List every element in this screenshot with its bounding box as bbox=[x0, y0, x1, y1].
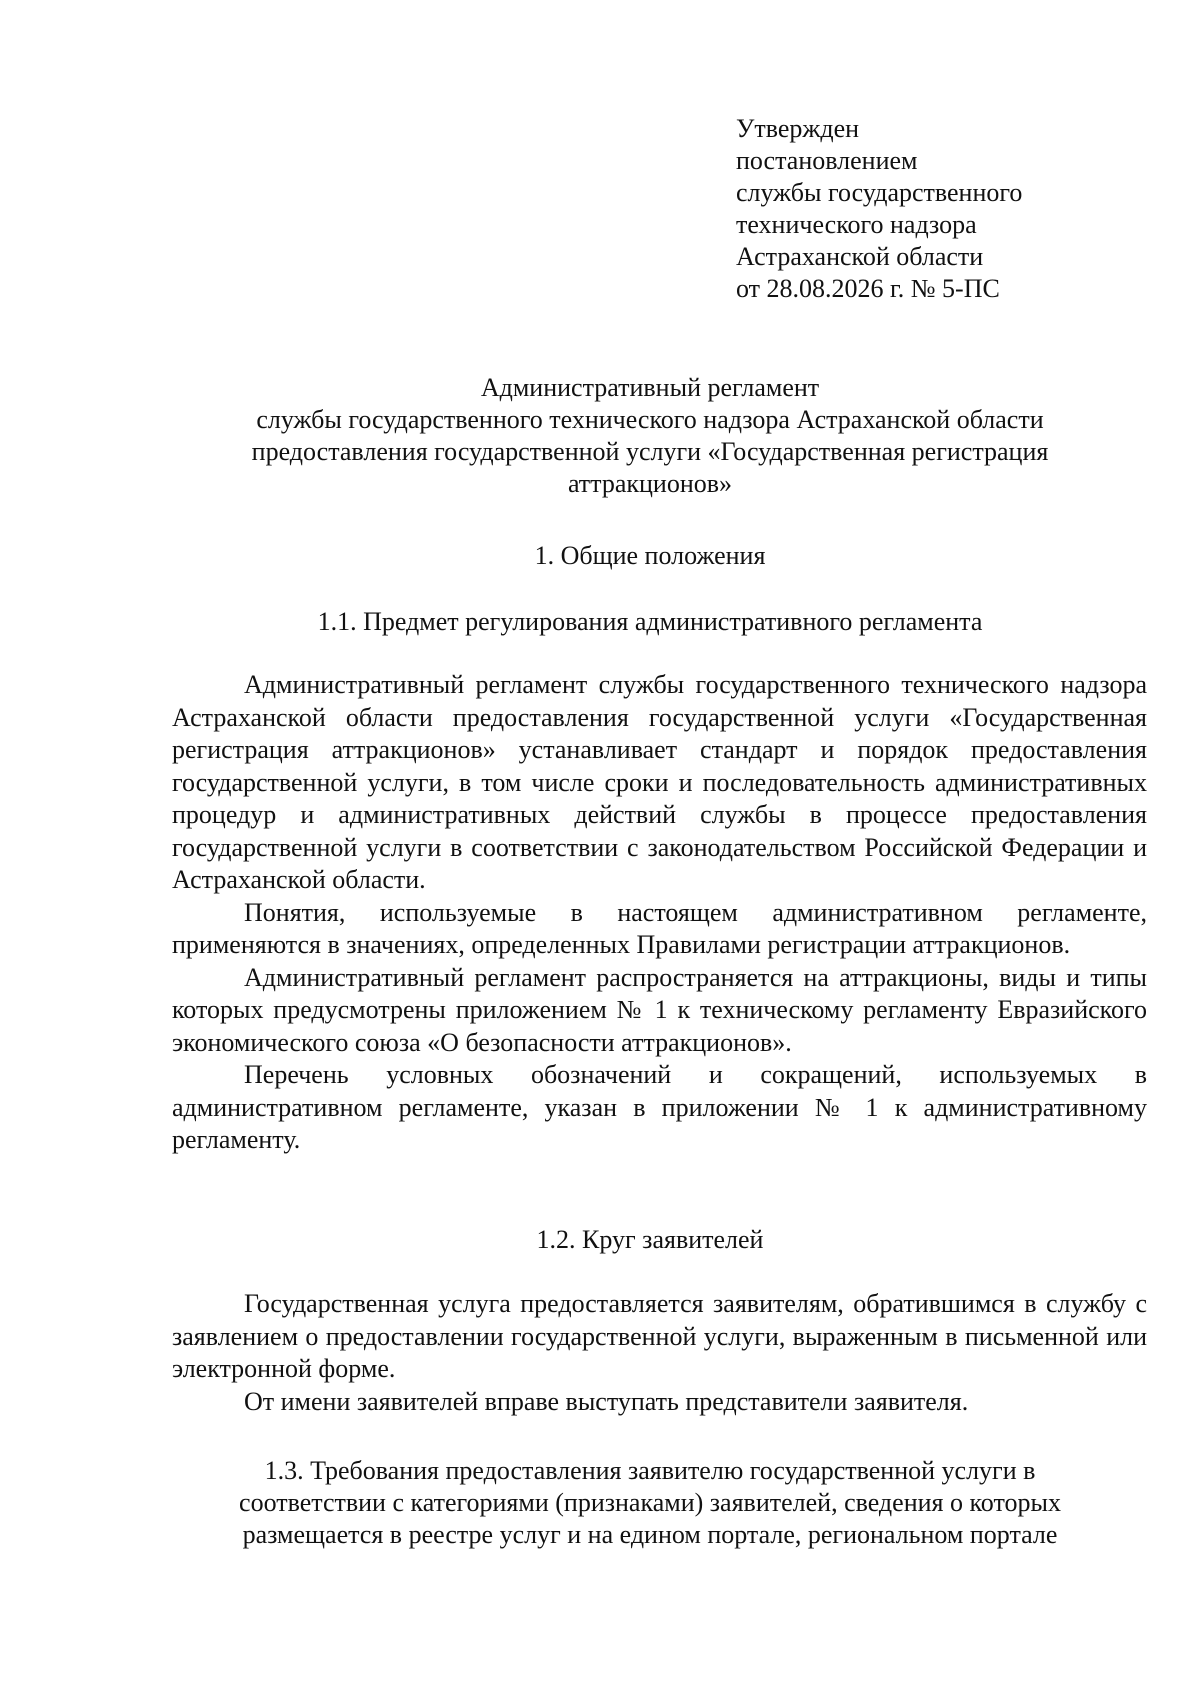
paragraph: Административный регламент службы государственного технического надзора Астраханской области предоставления государственной услуги «Государственная регистрация аттракционов» устанавливает стандарт и порядок предоставления государственной услуги, в том числе сроки и последовательность административных процедур и административных действий службы в процессе предоставления государственной услуги в соответствии с законодательством Российской Федерации и Астраханской области. bbox=[172, 670, 1147, 894]
approval-line: от 28.08.2026 г. № 5-ПС bbox=[736, 274, 1000, 303]
subsection-body bbox=[172, 1288, 1147, 1418]
document-title bbox=[150, 372, 1150, 500]
approval-line: Астраханской области bbox=[736, 242, 984, 271]
paragraph: От имени заявителей вправе выступать представители заявителя. bbox=[244, 1386, 969, 1416]
subsection-heading: 1.1. Предмет регулирования административного регламента bbox=[317, 607, 983, 636]
paragraph: Перечень условных обозначений и сокращений, используемых в административном регламенте, указан в приложении № 1 к административному регламенту. bbox=[172, 1060, 1147, 1154]
approval-line: постановлением bbox=[736, 146, 918, 175]
title-line: аттракционов» bbox=[567, 469, 733, 498]
title-line: Административный регламент bbox=[480, 373, 820, 402]
approval-line: технического надзора bbox=[736, 210, 977, 239]
heading-line: размещается в реестре услуг и на едином портале, региональном портале bbox=[242, 1520, 1058, 1549]
subsection-heading: 1.2. Круг заявителей bbox=[536, 1225, 764, 1254]
approval-line: службы государственного bbox=[736, 178, 1023, 207]
approval-line: Утвержден bbox=[736, 114, 860, 143]
subsection-body bbox=[172, 669, 1147, 1157]
section-heading: 1. Общие положения bbox=[534, 541, 766, 570]
paragraph: Административный регламент распространяется на аттракционы, виды и типы которых предусмотрены приложением № 1 к техническому регламенту Евразийского экономического союза «О безопасности аттракционов». bbox=[172, 962, 1147, 1057]
approval-stamp bbox=[736, 113, 1136, 305]
heading-line: 1.3. Требования предоставления заявителю государственной услуги в bbox=[264, 1456, 1036, 1485]
paragraph: Понятия, используемые в настоящем административном регламенте, применяются в значениях, определенных Правилами регистрации аттракционов. bbox=[172, 897, 1147, 959]
title-line: службы государственного технического надзора Астраханской области bbox=[256, 405, 1044, 434]
heading-line: соответствии с категориями (признаками) заявителей, сведения о которых bbox=[239, 1488, 1061, 1517]
subsection-heading bbox=[150, 1455, 1150, 1551]
title-line: предоставления государственной услуги «Государственная регистрация bbox=[251, 437, 1049, 466]
paragraph: Государственная услуга предоставляется заявителям, обратившимся в службу с заявлением о предоставлении государственной услуги, выраженным в письменной или электронной форме. bbox=[172, 1289, 1147, 1383]
